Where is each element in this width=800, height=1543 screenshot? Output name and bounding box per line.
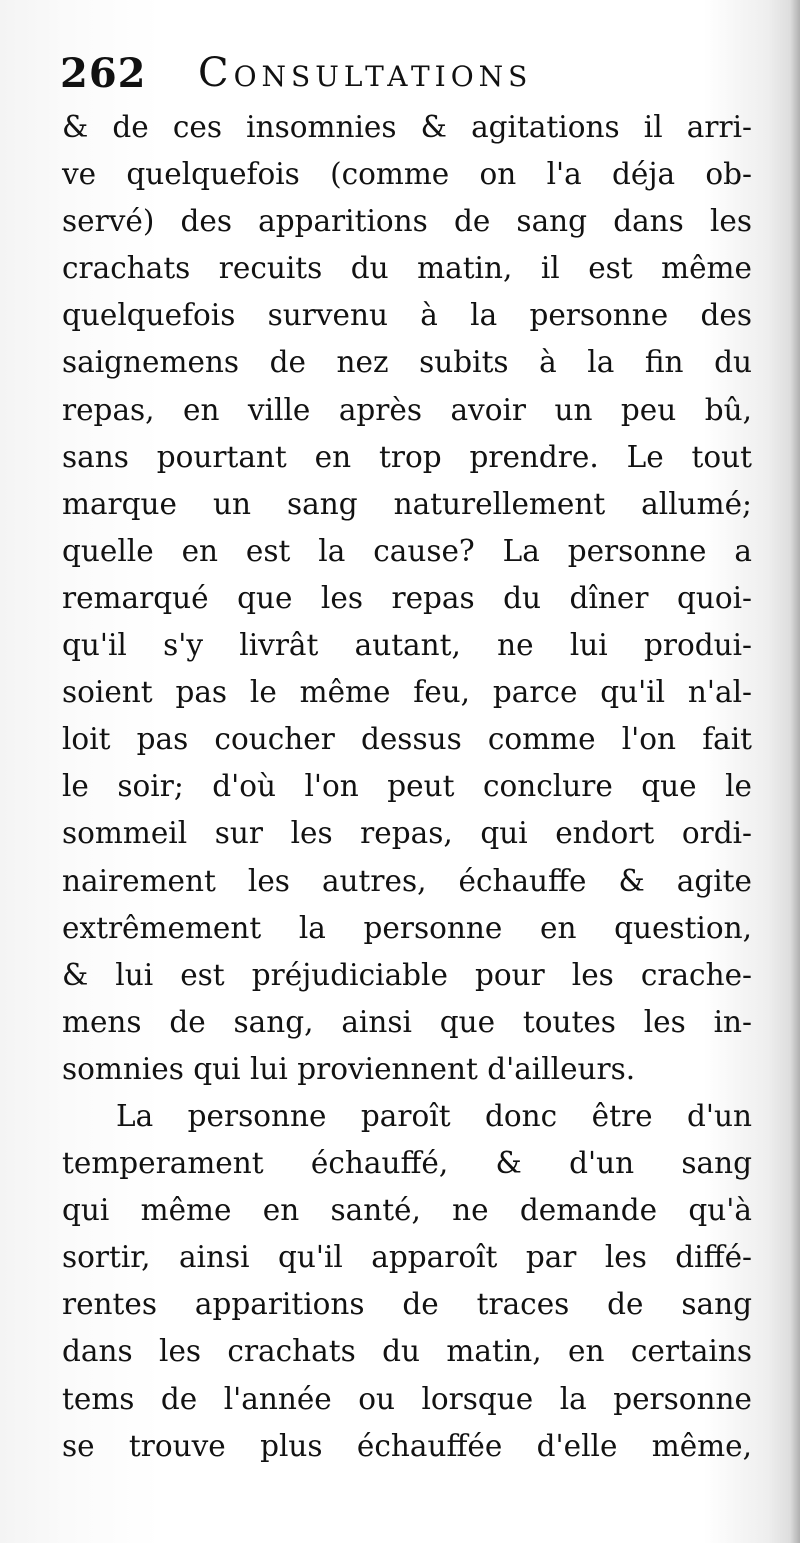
text-line: quelquefois survenu à la personne des: [62, 298, 752, 333]
text-line: marque un sang naturellement allumé;: [62, 486, 752, 521]
text-line: saignemens de nez subits à la fin du: [62, 345, 752, 380]
text-line: nairement les autres, échauffe & agite: [62, 863, 752, 898]
running-head: Consultations: [198, 50, 533, 96]
text-line: somnies qui lui proviennent d'ailleurs.: [62, 1051, 636, 1086]
text-line: & lui est préjudiciable pour les crache-: [62, 957, 752, 992]
text-line: qu'il s'y livrât autant, ne lui produi-: [62, 628, 752, 663]
text-line: tems de l'année ou lorsque la personne: [62, 1381, 752, 1416]
paragraph-start-line: La personne paroît donc être d'un: [116, 1098, 752, 1133]
text-line: le soir; d'où l'on peut conclure que le: [62, 769, 752, 804]
text-line: mens de sang, ainsi que toutes les in-: [62, 1004, 752, 1039]
body-text: [62, 104, 752, 1470]
text-line: repas, en ville après avoir un peu bû,: [62, 392, 752, 427]
text-line: rentes apparitions de traces de sang: [62, 1287, 752, 1322]
text-line: crachats recuits du matin, il est même: [62, 251, 752, 286]
text-line: se trouve plus échauffée d'elle même,: [62, 1428, 752, 1463]
text-line: temperament échauffé, & d'un sang: [62, 1146, 752, 1181]
page-header: [60, 44, 760, 108]
text-line: loit pas coucher dessus comme l'on fait: [62, 722, 752, 757]
text-line: sommeil sur les repas, qui endort ordi-: [62, 816, 752, 851]
text-line: extrêmement la personne en question,: [62, 910, 752, 945]
text-line: sortir, ainsi qu'il apparoît par les diffé-: [62, 1240, 752, 1275]
page-number: 262: [60, 50, 147, 97]
text-line: remarqué que les repas du dîner quoi-: [62, 580, 752, 615]
text-line: sans pourtant en trop prendre. Le tout: [62, 439, 752, 474]
text-line: ve quelquefois (comme on l'a déja ob-: [62, 157, 752, 192]
text-line: qui même en santé, ne demande qu'à: [62, 1193, 752, 1228]
text-line: dans les crachats du matin, en certains: [62, 1334, 752, 1369]
text-line: quelle en est la cause? La personne a: [62, 533, 752, 568]
text-line: & de ces insomnies & agitations il arri-: [62, 110, 752, 144]
text-line: soient pas le même feu, parce qu'il n'al-: [62, 675, 752, 710]
text-line: servé) des apparitions de sang dans les: [62, 204, 752, 239]
